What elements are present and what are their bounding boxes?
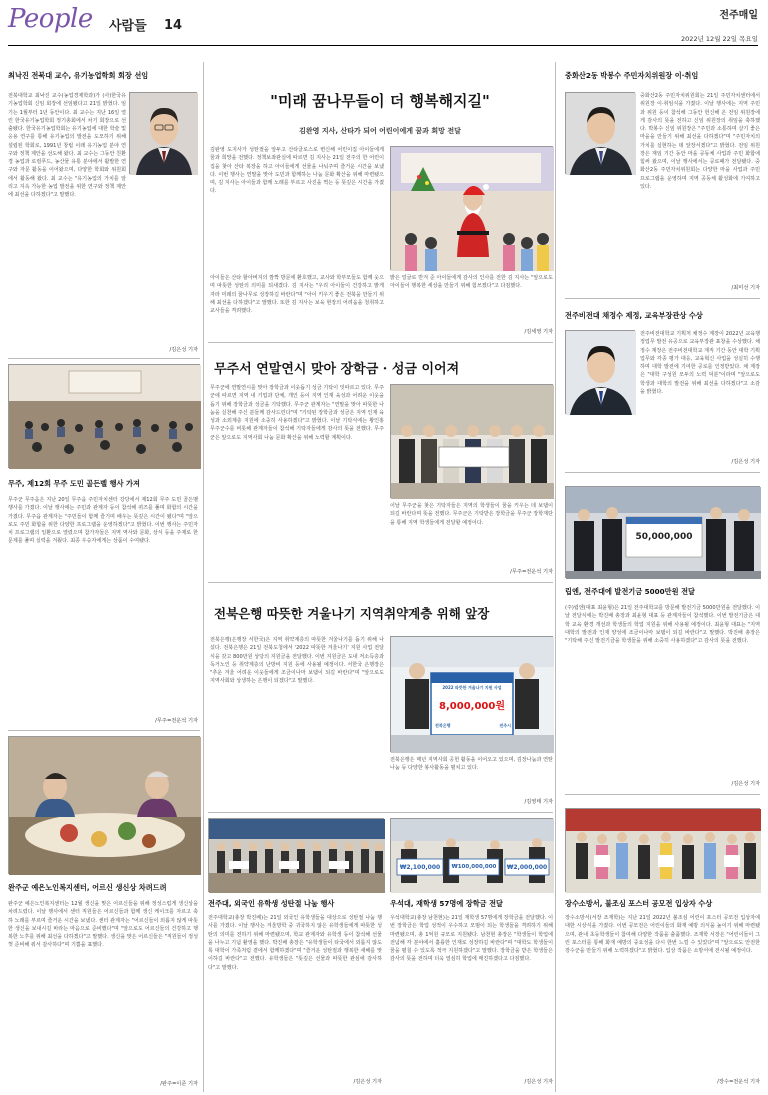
article-divider [8, 730, 200, 731]
headline: 무주서 연말연시 맞아 장학금 · 성금 이어져 [214, 362, 460, 377]
byline: /김영태 기자 [524, 799, 553, 805]
article-divider [208, 582, 553, 583]
article-body: 아이들은 산타 할아버지의 깜짝 방문에 환호했고, 교사와 학부모들도 함께 웃으며 따뜻한 성탄의 의미를 되새겼다. 김 지사는 "우리 아이들이 건강하고 밝게 자라 미래의 꿈나무로 성장하길 바란다"며 "아이 키우기 좋은 전북을 만들기 위해 최선을 다하겠다"고 말했다. 또한 김 지사는 보육 현장의 어려움을 청취하고 교사들을 격려했다. [210, 275, 384, 314]
byline: /김은성 기자 [731, 459, 760, 465]
section-title-ko: 사람들 [109, 19, 147, 34]
article-body: 밝은 얼굴로 반겨 준 아이들에게 감사의 인사를 전한 김 지사는 "앞으로도 아이들이 행복한 세상을 만들기 위해 힘쓰겠다"고 다짐했다. [390, 275, 553, 290]
headline: 립엔, 전주대에 발전기금 5000만원 전달 [565, 587, 695, 596]
article-body: 전북은행(은행장 서한국)은 지역 취약계층의 따뜻한 겨울나기를 돕기 위해 나섰다. 전북은행은 21일 전북도청에서 '2022 따뜻한 겨울나기' 지원 사업 전달식을 갖고 800만원 상당의 지원금을 전달했다. 이번 지원금은 도내 저소득층과 독거노인 등 취약계층의 난방비 지원 등에 사용될 예정이다. 서한국 은행장은 "추운 겨울 어려운 이웃들에게 조금이나마 보탬이 되길 바란다"며 "앞으로도 지역사회와 상생하는 은행이 되겠다"고 말했다. [210, 637, 384, 685]
byline: /김세영 기자 [524, 329, 553, 335]
byline: /무주=전운석 기자 [155, 718, 198, 724]
scholarship-photo [390, 818, 553, 892]
issue-date: 2022년 12월 22일 목요일 [681, 35, 758, 43]
article-body: 전북은행은 매년 지역사회 공헌 활동을 이어오고 있으며, 김장나눔과 연탄나눔 등 다양한 봉사활동을 펼치고 있다. [390, 757, 553, 772]
article-body: (주)립엔(대표 최윤형)은 21일 전주대학교를 방문해 발전기금 5000만원을 전달했다. 이날 전달식에는 박진배 총장과 최윤형 대표 등 관계자들이 참석했다. 이번 발전기금은 대학 교육 환경 개선과 학생들의 학업 지원을 위해 사용될 예정이다. 최윤형 대표는 "지역 대학의 발전과 인재 양성에 조금이나마 보탬이 되길 바란다"고 말했다. 박진배 총장은 "기탁해 주신 발전기금을 학생들을 위해 소중히 사용하겠다"고 감사의 뜻을 전했다. [565, 605, 760, 644]
article-body: 김완영 도지사가 성탄절을 앞두고 산타클로스로 변신해 어린이집 아이들에게 꿈과 희망을 전했다. 정책보좌관실에 따르면 김 지사는 21일 전주의 한 어린이집을 찾아 산타 복장을 하고 아이들에게 선물을 나눠주며 즐거운 시간을 보냈다. 이번 행사는 연말을 맞아 도민과 함께하는 나눔 문화 확산을 위해 마련됐으며, 김 지사는 아이들과 함께 노래를 부르고 사진을 찍는 등 뜻깊은 시간을 가졌다. [210, 147, 384, 195]
article-body: 완주군 예은노인복지센터는 12월 생신을 맞은 어르신들을 위해 정성스럽게 생신상을 차려드렸다. 이날 행사에서 센터 직원들은 어르신들과 함께 생신 케이크를 자르고 축하 노래를 부르며 즐거운 시간을 보냈다. 센터 관계자는 "어르신들이 외롭지 않게 따뜻한 생신을 보내시길 바라는 마음으로 준비했다"며 "앞으로도 어르신들의 건강하고 행복한 노후를 위해 최선을 다하겠다"고 말했다. 생신을 맞은 어르신들은 "직원들이 정성껏 준비해 줘서 감사하다"며 기쁨을 표했다. [8, 901, 198, 949]
santa-photo [390, 146, 553, 270]
portrait-photo [129, 92, 197, 174]
feature-subheadline: 김완영 지사, 산타가 되어 어린이에게 꿈과 희망 전달 [299, 127, 461, 135]
headline: 전주대, 외국인 유학생 성탄절 나눔 행사 [208, 899, 335, 908]
article-body: 전주비전대학교 기획처 채정수 계장이 2022년 교육행정업무 발전 유공으로 교육부장관 표창을 수상했다. 채정수 계장은 전주비전대학교 재직 기간 동안 대학 기획 업무와 각종 평가 대응, 교육혁신 사업을 성실히 수행하며 대학 발전에 기여한 공로를 인정받았다. 채 계장은 "대학 구성원 모두의 노력 덕분"이라며 "앞으로도 학생과 대학의 발전을 위해 최선을 다하겠다"고 소감을 밝혔다. [640, 331, 760, 395]
banner-amount-text: 8,000,000원 [439, 701, 505, 712]
byline: /장수=전운석 기자 [717, 1079, 760, 1085]
article-body [8, 176, 198, 344]
banner-logo-right: 전주시 [499, 723, 511, 728]
article-body: 이날 무주군을 찾은 기탁자들은 지역의 학생들이 꿈을 키우는 데 보탬이 되길 바란다며 뜻을 전했다. 무주군은 기탁받은 장학금을 무주군 장학재단을 통해 지역 학생들에게 전달할 예정이다. [390, 503, 553, 526]
article-divider [565, 472, 760, 473]
header-rule [8, 45, 758, 46]
headline: 전주비전대 채정수 제정, 교육부장관상 수상 [565, 311, 703, 320]
byline: /김은성 기자 [731, 781, 760, 787]
check-amount-3: ₩2,000,000 [506, 864, 548, 871]
article-divider [208, 812, 553, 813]
page-number: 14 [164, 18, 183, 33]
article-body: 장수소방서(서장 조재학)는 지난 21일 2022년 불조심 어린이 포스터 공모전 입상자에 대한 시상식을 가졌다. 이번 공모전은 어린이들의 화재 예방 의식을 높이기 위해 마련됐으며, 관내 초등학생들이 참여해 다양한 작품을 출품했다. 조재학 서장은 "어린이들이 그린 포스터를 통해 화재 예방의 중요성을 다시 한번 느낄 수 있었다"며 "앞으로도 안전한 장수군을 만들기 위해 노력하겠다"고 밝혔다. 입상 작품은 소방서에 전시될 예정이다. [565, 915, 760, 954]
article-body: 중화산2동 주민자치위원회는 21일 주민자치센터에서 위원장 이·취임식을 가졌다. 이날 행사에는 지역 주민과 위원 등이 참석해 그동안 헌신해 온 전임 위원장에게 감사의 뜻을 전하고 신임 위원장의 취임을 축하했다. 박봉수 신임 위원장은 "주민과 소통하며 살기 좋은 마을을 만들기 위해 최선을 다하겠다"며 "주민자치의 가치를 실현하는 데 앞장서겠다"고 밝혔다. 전임 위원장은 재임 기간 동안 마을 공동체 사업과 주민 화합에 힘써 왔으며, 이날 행사에서는 공로패가 전달됐다. 중화산2동 주민자치위원회는 다양한 마을 사업과 주민 프로그램을 운영하며 지역 공동체 활성화에 기여하고 있다. [640, 93, 760, 190]
headline: 완주군 예은노인복지센터, 어르신 생신상 차려드려 [8, 883, 167, 892]
donation-photo [390, 636, 553, 752]
award-photo [565, 808, 760, 892]
article-divider [565, 794, 760, 795]
article-body [565, 176, 760, 282]
ceremony-photo [390, 384, 553, 498]
article-body: 전북대학교 최낙진 교수(농업경제학과)가 (사)한국유기농업학회 신임 회장에 선임됐다고 21일 밝혔다. 임기는 1월부터 1년 동안이다. 최 교수는 지난 16일 열린 한국유기농업학회 정기총회에서 차기 회장으로 선출됐다. 한국유기농업학회는 유기농업에 대한 학술 및 응용 연구를 통해 유기농업의 발전을 도모하기 위해 설립된 학회로, 1991년 창립 이래 유기농업 분야 연구와 정책 제안을 선도해 왔다. 최 교수는 그동안 친환경 농업과 로컬푸드, 농산물 유통 분야에서 활발한 연구와 자문 활동을 이어왔으며, 다양한 학회와 위원회에서 활동해 왔다. 최 교수는 "유기농업의 가치를 알리고 지속 가능한 농업 발전을 위한 연구와 정책 제안에 최선을 다하겠다"고 말했다. [8, 93, 126, 198]
headline: 우석대, 재학생 57명에 장학금 전달 [390, 899, 504, 908]
article-body: 무주군에 연말연시를 맞아 장학금과 이웃돕기 성금 기탁이 잇따르고 있다. 무주군에 따르면 지역 내 기업과 단체, 개인 등이 지역 인재 육성과 어려운 이웃을 돕기 위해 장학금과 성금을 기탁했다. 무주군 관계자는 "연말을 맞아 따뜻한 나눔을 실천해 주신 분들께 감사드린다"며 "기탁된 장학금과 성금은 지역 인재 육성과 소외계층 지원에 소중히 사용하겠다"고 밝혔다. 이날 기탁식에는 황인홍 무주군수를 비롯해 관계자들이 참석해 기탁자들에게 감사의 뜻을 전했다. 무주군은 앞으로도 지역사회 나눔 문화 확산을 위해 노력할 계획이다. [210, 385, 384, 441]
donation-photo [565, 486, 760, 578]
portrait-photo [565, 330, 635, 414]
article-body: 무주군 무주읍은 지난 20일 무주읍 주민자치센터 강당에서 제12회 무주 도민 골든벨 행사를 가졌다. 이날 행사에는 주민과 관계자 등이 참석해 퀴즈를 풀며 화합의 시간을 가졌다. 무주읍 관계자는 "주민들이 함께 즐기며 배우는 뜻깊은 시간이 됐다"며 "앞으로도 주민 화합을 위한 다양한 프로그램을 운영하겠다"고 밝혔다. 이번 행사는 주민자치 프로그램의 일환으로 열렸으며 참가자들은 지역 역사와 문화, 상식 등을 주제로 한 문제를 풀며 실력을 겨뤘다. 최종 우승자에게는 상품이 수여됐다. [8, 497, 198, 545]
banner-sign-text: 2022 따뜻한 겨울나기 지원 사업 [442, 685, 502, 690]
byline: /김은성 기자 [524, 1079, 553, 1085]
byline: /완주=이준 기자 [160, 1081, 198, 1087]
byline: /김은성 기자 [169, 347, 198, 353]
byline: /최미선 기자 [731, 285, 760, 291]
article-divider [208, 342, 553, 343]
article-divider [565, 298, 760, 299]
headline: 중화산2동 박봉수 주민자치위원장 이·취임 [565, 71, 699, 80]
paper-name: 전주매일 [719, 10, 758, 21]
banner-logo-left: 전북은행 [435, 723, 451, 728]
headline: 무주, 제12회 무주 도민 골든벨 행사 가져 [8, 479, 140, 488]
headline: 전북은행 따뜻한 겨울나기 지역취약계층 위해 앞장 [214, 606, 490, 621]
headline: 최낙진 전북대 교수, 유기농업학회 회장 선임 [8, 71, 149, 80]
page-header [0, 0, 768, 52]
byline: /김은성 기자 [353, 1079, 382, 1085]
article-body [565, 416, 760, 456]
article-body: 우석대학교(총장 남천현)는 21일 재학생 57명에게 장학금을 전달했다. 이번 장학금은 학업 성적이 우수하고 모범이 되는 학생들을 격려하기 위해 마련됐으며, 총 1억원 규모로 지원됐다. 남천현 총장은 "학생들이 학업에 전념해 각 분야에서 훌륭한 인재로 성장하길 바란다"며 "대학도 학생들이 꿈을 펼칠 수 있도록 적극 지원하겠다"고 말했다. 장학금을 받은 학생들은 감사의 뜻을 전하며 더욱 열심히 학업에 매진하겠다고 다짐했다. [390, 915, 553, 963]
byline: /무주=전운석 기자 [510, 569, 553, 575]
check-amount: 50,000,000 [635, 532, 693, 542]
event-photo [8, 364, 200, 468]
feature-headline: "미래 꿈나무들이 더 행복해지길" [270, 92, 490, 110]
section-title: People [8, 4, 93, 34]
column-divider [555, 62, 556, 1092]
check-amount-2: ₩100,000,000 [451, 864, 497, 870]
check-amount-1: ₩2,100,000 [399, 864, 441, 871]
event-photo [8, 736, 200, 874]
portrait-photo [565, 92, 635, 174]
group-photo [208, 818, 384, 892]
article-divider [8, 358, 200, 359]
column-divider [203, 62, 204, 1092]
headline: 장수소방서, 불조심 포스터 공모전 입상자 수상 [565, 899, 713, 908]
article-body: 전주대학교(총장 박진배)는 21일 외국인 유학생들을 대상으로 성탄절 나눔 행사를 가졌다. 이날 행사는 겨울방학 중 귀국하지 않은 유학생들에게 따뜻한 성탄의 의미를 전하기 위해 마련됐으며, 학교 관계자와 유학생 등이 참석해 선물을 나누고 기념 촬영을 했다. 박진배 총장은 "유학생들이 타국에서 외롭지 않도록 대학이 가족처럼 곁에서 함께하겠다"며 "즐거운 성탄절과 행복한 새해를 맞이하길 바란다"고 전했다. 유학생들은 "뜻깊은 선물과 따뜻한 관심에 감사하다"고 말했다. [208, 915, 382, 971]
